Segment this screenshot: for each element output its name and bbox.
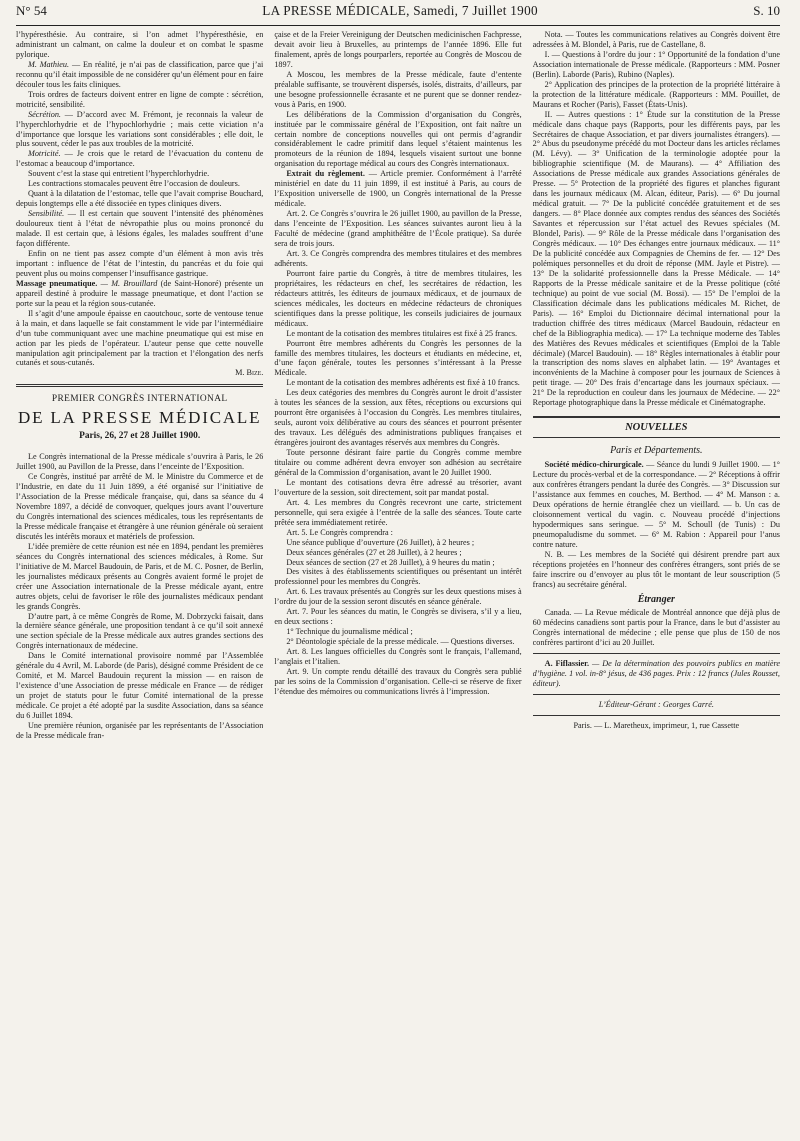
paragraph: Pourront être membres adhérents du Congrès les personnes de la famille des membres titulaires, les docteurs et étudiants en médecine, et, d’une façon générale, toutes les personnes s’intéressant à la Presse Médicale. xyxy=(274,338,522,378)
paragraph: Le Congrès international de la Presse médicale s’ouvrira à Paris, le 26 Juillet 1900, au Pavillon de la Presse, dans l’enceinte de l’Exposition. xyxy=(16,452,264,472)
paragraph: Souvent c’est la stase qui entretient l’hyperchlorhydrie. xyxy=(28,169,210,179)
paragraph: Des visites à des établissements scientifiques ou présentant un intérêt professionnel pour les membres du Congrès. xyxy=(274,567,522,587)
paragraph: Trois ordres de facteurs doivent entrer en ligne de compte : sécrétion, motricité, sensibilité. xyxy=(16,89,264,109)
heading: Extrait du règlement. xyxy=(286,169,365,179)
paragraph: N. B. — Les membres de la Société qui désirent prendre part aux réceptions projetées en l’honneur des confrères étrangers, sont priés de se faire inscrire ou d’envoyer au plus tôt le montant de leur souscription (5 francs) au secrétaire général. xyxy=(532,549,780,589)
paragraph: Dans le Comité international provisoire nommé par l’Assemblée générale du 4 Avril, M. Laborde (de Paris), désigné comme Président de ce Comité, et M. Marcel Baudouin reçurent la mission — en raison de l’existence d’une Association de presse médicale en France — de rédiger un projet de statuts pour le futur Comité international de la presse médicale. Ce projet a été adopté par la susdite Association, dans sa séance du 6 Juillet 1894. xyxy=(16,651,264,721)
divider xyxy=(533,715,780,716)
paragraph: Enfin on ne tient pas assez compte d’un élément à mon avis très important : influence de l’état de l’intestin, du pancréas et du foie qui peuvent plus ou moins compenser l’insuffisance gastrique. xyxy=(16,248,264,278)
paragraph: 2° Déontologie spéciale de la presse médicale. — Questions diverses. xyxy=(286,637,515,647)
column-3 xyxy=(533,30,780,1141)
divider xyxy=(533,694,780,695)
paragraph: Le montant de la cotisation des membres adhérents est fixé à 10 francs. xyxy=(286,378,520,388)
editor-line: L’Éditeur-Gérant : Georges Carré. xyxy=(598,700,714,710)
paragraph xyxy=(16,209,263,249)
term: Sécrétion. xyxy=(28,109,61,119)
printer-line: Paris. — L. Maretheux, imprimeur, 1, rue Cassette xyxy=(573,721,740,731)
subsection-heading: Étranger xyxy=(637,593,675,605)
paragraph xyxy=(274,169,521,209)
paragraph-text: — Article premier. Conformément à l’arrêté ministériel en date du 11 juin 1899, il est institué à Paris, au cours de l’Exposition universelle de 1900, un Congrès international de la Presse médicale. xyxy=(274,169,522,209)
congress-title: PREMIER CONGRÈS INTERNATIONAL xyxy=(51,394,228,405)
paragraph: 2° Application des principes de la protection de la propriété littéraire à la protection de la littérature médicale. (Rapporteurs : MM. Pouillet, de Maurans et Rocher (Paris), Fasset (États-Unis). xyxy=(532,79,780,109)
paragraph: Les délibérations de la Commission d’organisation du Congrès, instituée par le commissaire général de l’Exposition, ont fait naître un certain nombre de conceptions nouvelles qui ont permis d’agrandir considérablement le cadre primitif dans lequel s’étaient maintenus les promoteurs de la réunion de 1894, lesquels visaient surtout une bonne organisation du reportage médical au cours des Congrès internationaux. xyxy=(274,109,522,169)
paragraph: A Moscou, les membres de la Presse médicale, faute d’entente préalable suffisante, se trouvèrent dispersés, isolés, distraits, d’ailleurs, par une besogne professionnelle écrasante et ne purent que se donner rendez-vous à Paris, en 1900. xyxy=(274,69,522,109)
paragraph xyxy=(533,659,780,689)
paragraph-text: (de Saint-Honoré) présente un appareil destiné à produire le massage pneumatique, et dont l’action se porte sur la peau et la région sous-cutanée. xyxy=(16,278,264,308)
paragraph: Il s’agit d’une ampoule épaisse en caoutchouc, sorte de ventouse tenue à la main, et dans laquelle se fait constamment le vide par l’intermédiaire d’un tube communiquant avec une machine pneumatique qui est mise en action par les pieds de l’opérateur. L’auteur pense que cette nouvelle manipulation agit principalement par la traction et l’élongation des nerfs cutanés et sous-cutanés. xyxy=(16,308,264,368)
paragraph xyxy=(533,460,780,550)
paragraph xyxy=(16,110,263,150)
paragraph: Art. 2. Ce Congrès s’ouvrira le 26 juillet 1900, au pavillon de la Presse, dans l’enceinte de l’Exposition. Les séances suivantes auront lieu à la Faculté de médecine (grand amphithéâtre de l’École pratique). Sa durée sera de trois jours. xyxy=(274,209,522,249)
paragraph: Canada. — La Revue médicale de Montréal annonce que déjà plus de 60 médecins canadiens sont partis pour la France, dans le but d’assister au Congrès international de médecine ; elle pense que plus de 150 de nos confrères partiront d’ici au 20 Juillet. xyxy=(532,608,780,648)
paragraph xyxy=(16,149,263,169)
paragraph-text: — En réalité, je n’ai pas de classification, parce que j’ai reconnu qu’il était impossible de ne considérer qu’un élément pour en faire découler tous les faits cliniques. xyxy=(16,59,264,89)
section-banner: NOUVELLES xyxy=(533,416,780,438)
paragraph: Art. 5. Le Congrès comprendra : xyxy=(286,527,393,537)
paragraph: Les contractions stomacales peuvent être l’occasion de douleurs. xyxy=(28,179,240,189)
subsection-heading: Paris et Départements. xyxy=(610,445,703,457)
column-1 xyxy=(16,30,263,1141)
paragraph: Pourront faire partie du Congrès, à titre de membres titulaires, les propriétaires, les rédacteurs en chef, les secrétaires de rédaction, les rédacteurs attitrés, les éditeurs de journaux médicaux, et de journaux de sciences médicales, les docteurs en médecine rédacteurs de chroniques scientifiques dans la presse politique, les conseils judiciaires de journaux médicaux. xyxy=(274,268,522,328)
divider xyxy=(533,653,780,654)
paragraph: Art. 6. Les travaux présentés au Congrès sur les deux questions mises à l’ordre du jour de la session seront discutés en séance générale. xyxy=(274,587,522,607)
paragraph: Deux séances générales (27 et 28 Juillet), à 2 heures ; xyxy=(286,547,462,557)
speaker: — M. Brouillard xyxy=(100,278,158,288)
divider xyxy=(16,384,263,387)
paragraph: Quant à la dilatation de l’estomac, telle que l’avait comprise Bouchard, depuis longtemps elle a été dissociée en types cliniques divers. xyxy=(16,189,264,209)
page-header xyxy=(16,0,780,26)
term: Sensibilité. xyxy=(28,209,65,219)
paragraph: L’idée première de cette réunion est née en 1894, pendant les premières séances du Congrès international des sciences médicales, à Rome. Sur l’initiative de M. Marcel Baudouin, de Paris, et de M. C. Posner, de Berlin, les journalistes médicaux présents au Congrès avaient formé le projet de créer une Association internationale de la Presse médicale ayant, entre autres objets, celui de favoriser le rôle des journalistes médicaux pendant les grands Congrès. xyxy=(16,541,264,611)
congress-dates: Paris, 26, 27 et 28 Juillet 1900. xyxy=(79,431,201,442)
text-columns xyxy=(16,30,780,1141)
paragraph: Une séance publique d’ouverture (26 Juillet), à 2 heures ; xyxy=(286,537,475,547)
masthead: LA PRESSE MÉDICALE, Samedi, 7 Juillet 1900 xyxy=(262,3,538,18)
paragraph: çaise et de la Freier Vereinigung der Deutschen medicinischen Fachpresse, devait avoir lieu à Bruxelles, au printemps de l’année 1896. Elle fut finalement, après de longs pourparlers, reportée au Congrès de Moscou de 1897. xyxy=(274,30,522,69)
paragraph: Les deux catégories des membres du Congrès auront le droit d’assister à toutes les séances de la session, aux fêtes, réceptions ou excursions qui pourront être organisées à l’occasion du Congrès. Les membres titulaires, seuls, auront voix délibérative au cours des séances et pourront présenter des travaux. Les délégués des administrations publiques françaises et étrangères jouiront des avantages réservés aux membres du Congrès. xyxy=(274,388,522,448)
paragraph: Deux séances de section (27 et 28 Juillet), à 9 heures du matin ; xyxy=(286,557,495,567)
paragraph: Art. 4. Les membres du Congrès recevront une carte, strictement personnelle, qui sera exigée à l’entrée de la salle des séances. Toute carte prêtée sera immédiatement retirée. xyxy=(274,497,522,527)
paragraph xyxy=(16,60,263,90)
paragraph: Art. 8. Les langues officielles du Congrès sont le français, l’allemand, l’anglais et l’italien. xyxy=(274,647,522,667)
paragraph-text: — Il est certain que souvent l’intensité des phénomènes douloureux tient à l’état de névropathie plus ou moins prononcé du malade. Il est certain que, à lésions égales, les malades souffrent d’une façon différente. xyxy=(16,209,264,249)
paragraph: Ce Congrès, institué par arrêté de M. le Ministre du Commerce et de l’Industrie, en date du 11 Juin 1899, a été organisé sur l’initiative de l’Association de la Presse médicale française, qui, dans sa séance du 4 Novembre 1897, a décidé de convoquer, quelques jours avant l’ouverture du Congrès international des sciences médicales, tous les représentants de la Presse médicale française et étrangère à une réunion générale où seraient discutés les intérêts moraux et matériels de profession. xyxy=(16,472,264,541)
paragraph: Une première réunion, organisée par les représentants de l’Association de la Presse médicale fran- xyxy=(16,721,264,740)
term: Motricité. xyxy=(28,149,61,159)
heading: Société médico-chirurgicale. xyxy=(544,460,644,470)
heading: Massage pneumatique. xyxy=(16,278,98,288)
paragraph-text: — D’accord avec M. Frémont, je reconnais la valeur de l’hyperchlorhydrie et de l’hypochlorhydrie ; mais cette viciation n’a d’importance que lorsque les variations sont considérables ; elle doit, le plus souvent, céder le pas aux troubles de la motricité. xyxy=(16,109,264,149)
issue-number: N° 54 xyxy=(16,3,47,18)
paragraph xyxy=(16,279,263,309)
paragraph: Nota. — Toutes les communications relatives au Congrès doivent être adressées à M. Blondel, à Paris, rue de Castellane, 8. xyxy=(532,30,780,49)
paragraph: D’autre part, à ce même Congrès de Rome, M. Dobrzycki faisait, dans la dernière séance générale, une proposition tendant à ce qu’il soit annexé une section spéciale de la Presse médicale aux autres grandes sections des Congrès internationaux de médecine. xyxy=(16,611,264,651)
paragraph: l’hypéresthésie. Au contraire, si l’on admet l’hypéresthésie, en administrant un calmant, on calme la douleur et on combat le spasme pylorique. xyxy=(16,30,264,59)
paragraph: Le montant de la cotisation des membres titulaires est fixé à 25 francs. xyxy=(286,328,518,338)
paragraph: Art. 9. Un compte rendu détaillé des travaux du Congrès sera publié par les soins de la Commission d’organisation. Celle-ci se réserve de fixer l’étendue des mémoires ou communications livrés à l’impression. xyxy=(274,667,522,696)
author: A. Fiflassier. xyxy=(544,659,590,669)
section-number: S. 10 xyxy=(753,3,780,18)
paragraph: Le montant des cotisations devra être adressé au trésorier, avant l’ouverture de la session, soit directement, soit par mandat postal. xyxy=(274,477,522,497)
paragraph-text: — De la détermination des pouvoirs publics en matière d’hygiène. 1 vol. in-8° jésus, de 436 pages. Prix : 12 francs (Jules Rousset, éditeur). xyxy=(532,659,780,689)
paragraph-text: — Je crois que le retard de l’évacuation du contenu de l’estomac a beaucoup d’importance. xyxy=(16,149,264,169)
speaker: M. Mathieu. xyxy=(28,59,70,69)
congress-name: DE LA PRESSE MÉDICALE xyxy=(18,408,262,428)
paragraph: Art. 7. Pour les séances du matin, le Congrès se divisera, s’il y a lieu, en deux sections : xyxy=(274,607,522,627)
signature: M. Bize. xyxy=(235,368,264,378)
column-2 xyxy=(274,30,521,1141)
paragraph: Art. 3. Ce Congrès comprendra des membres titulaires et des membres adhérents. xyxy=(274,248,522,268)
paragraph: Toute personne désirant faire partie du Congrès comme membre titulaire ou comme adhérent devra envoyer son adhésion au secrétaire général de la Commission d’organisation, avant le 20 Juillet 1900. xyxy=(274,448,522,477)
paragraph: II. — Autres questions : 1° Étude sur la constitution de la Presse médicale dans chaque pays (Rapports, pour les différents pays, par les Secrétaires de chaque Association, et par divers journalistes étrangers). — 2° Abus du pseudonyme précédé du mot Docteur dans les articles réclames (M. Lévy). — 3° Unification de la terminologie adoptée pour la bibliographie scientifique (M. de Maurans). — 4° Affiliation des Associations de Presse médicale aux grandes Associations générales de Presse. — 5° Protection de la propriété des figures et planches figurant dans les journaux médicaux (M. Alcan, éditeur, Paris). — 6° Du journal médical gratuit. — 7° De la publicité concédée gratuitement et de ses dangers. — 8° Place donnée aux comptes rendus des séances des Sociétés Savantes et répercussion sur l’état actuel des Revues spéciales (M. Blondel, Paris). — 9° Rôle de la Presse médicale dans l’organisation des Congrès médicaux. — 10° Des échanges entre journaux médicaux. — 11° De la publicité concédée aux Compagnies de Chemins de fer. — 12° Des polémiques personnelles et du droit de réponse (MM. Jayle et Pistre). — 13° De la solidarité professionnelle dans la Presse Médicale. — 14° Rapports de la Presse médicale sanitaire et de la Presse politique (côté technique) au point de vue social (M. Bossi). — 15° De l’emploi de la Classification décimale dans les publications médicales M. Richet, de Paris). — 16° Emploi du Dictionnaire décimal international pour la traduction chiffrée des titres médicaux (Marcel Baudouin, rédacteur en chef de la Bibliographia medica). — 17° La technique moderne des Tables des Matières des Revues médicales et scientifiques (Emploi de la Table décimale) (Marcel Baudouin). — 18° Règles internationales à établir pour la transcription des noms slaves en alphabet latin. — 19° Avantages et inconvénients de la Machine à composer pour les journaux de Sciences à petit tirage. — 20° Des frais d’encartage dans les journaux spéciaux. — 21° De la reproduction en couleur dans les journaux de Médecine. — 22° Reportage photographique dans la Presse médicale et Cinématographe. xyxy=(532,109,780,408)
paragraph-text: — Séance du lundi 9 Juillet 1900. — 1° Lecture du procès-verbal et de la correspondance. — 2° Réceptions à offrir aux confrères étrangers pendant la durée des Congrès. — 3° Discussion sur l’assistance aux femmes en couches, M. Berthod. — 4° M. Manson : a. Deux opérations de hernie étranglée chez un vieillard. — b. Un cas de cloisonnement vertical du vagin. c. Nouveau procédé d’injections hypodermiques sans seringue. — 5° M. Schoull (de Tunis) : Du pneumopaludisme du sommet. — 6° M. Rabion : Appareil pour l’anus contre nature. xyxy=(532,460,780,549)
paragraph: I. — Questions à l’ordre du jour : 1° Opportunité de la fondation d’une Association internationale de Presse médicale. (Rapporteurs : MM. Posner (Berlin). Laborde (Paris), Rubino (Naples). xyxy=(532,49,780,79)
paragraph: 1° Technique du journalisme médical ; xyxy=(286,627,413,637)
